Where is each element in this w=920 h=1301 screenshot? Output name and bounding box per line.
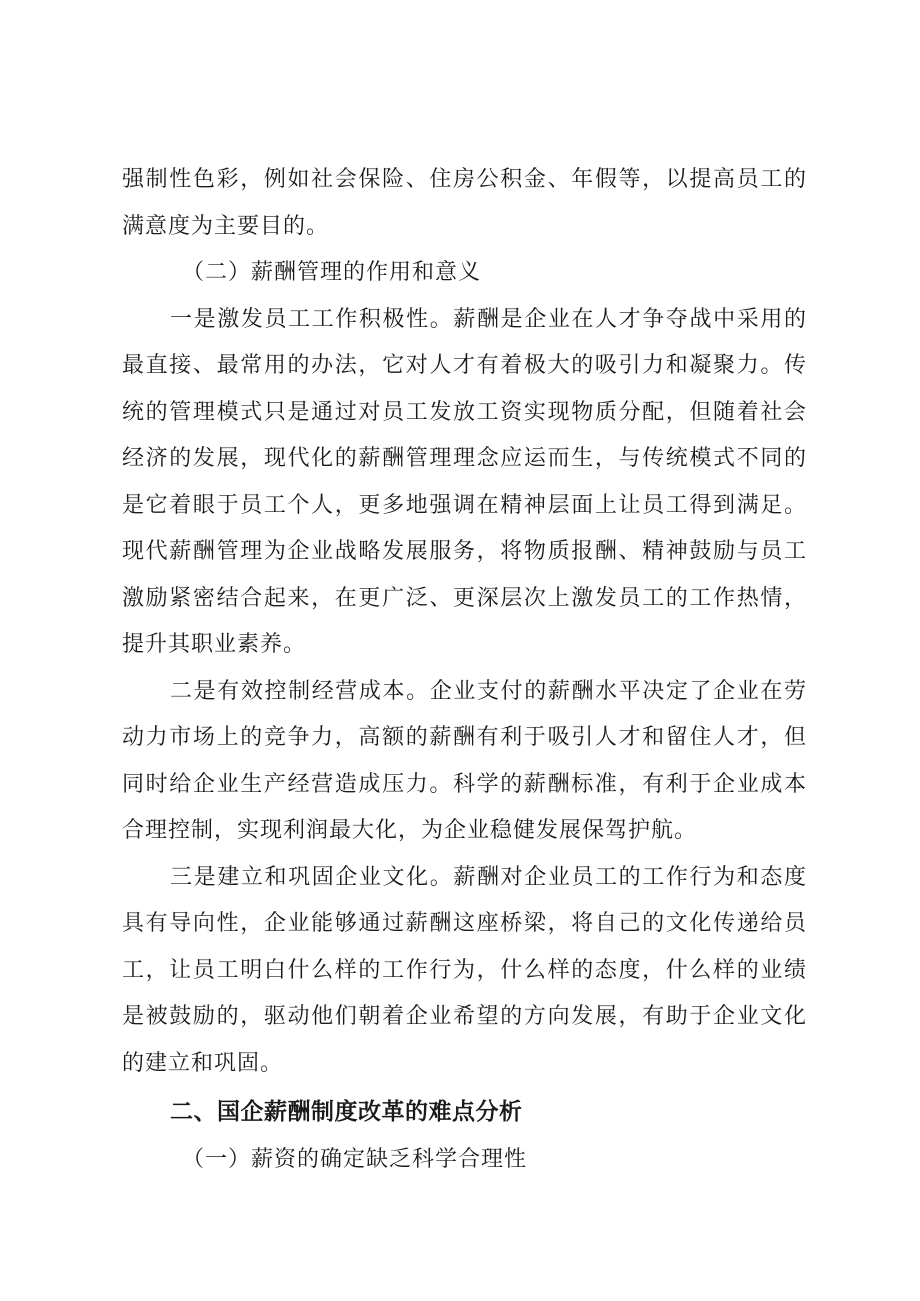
document-body: [122, 157, 807, 1184]
body-paragraph-motivation: 一是激发员工工作积极性。薪酬是企业在人才争夺战中采用的最直接、最常用的办法，它对人才有着极大的吸引力和凝聚力。传统的管理模式只是通过对员工发放工资实现物质分配，但随着社会经济的发展，现代化的薪酬管理理念应运而生，与传统模式不同的是它着眼于员工个人，更多地强调在精神层面上让员工得到满足。现代薪酬管理为企业战略发展服务，将物质报酬、精神鼓励与员工激励紧密结合起来，在更广泛、更深层次上激发员工的工作热情，提升其职业素养。: [122, 306, 807, 657]
section-subheading-2-1: （一）薪资的确定缺乏科学合理性: [182, 1147, 528, 1172]
continuation-paragraph: 强制性色彩，例如社会保险、住房公积金、年假等，以提高员工的满意度为主要目的。: [122, 167, 807, 239]
section-subheading-2: （二）薪酬管理的作用和意义: [182, 260, 482, 285]
body-paragraph-culture: 三是建立和巩固企业文化。薪酬对企业员工的工作行为和态度具有导向性，企业能够通过薪酬这座桥梁，将自己的文化传递给员工，让员工明白什么样的工作行为，什么样的态度，什么样的业绩是被鼓励的，驱动他们朝着企业希望的方向发展，有助于企业文化的建立和巩固。: [122, 864, 807, 1076]
section-heading-2: 二、国企薪酬制度改革的难点分析: [170, 1099, 523, 1125]
body-paragraph-cost-control: 二是有效控制经营成本。企业支付的薪酬水平决定了企业在劳动力市场上的竞争力，高额的薪酬有利于吸引人才和留住人才，但同时给企业生产经营造成压力。科学的薪酬标准，有利于企业成本合理控制，实现利润最大化，为企业稳健发展保驾护航。: [122, 678, 807, 843]
